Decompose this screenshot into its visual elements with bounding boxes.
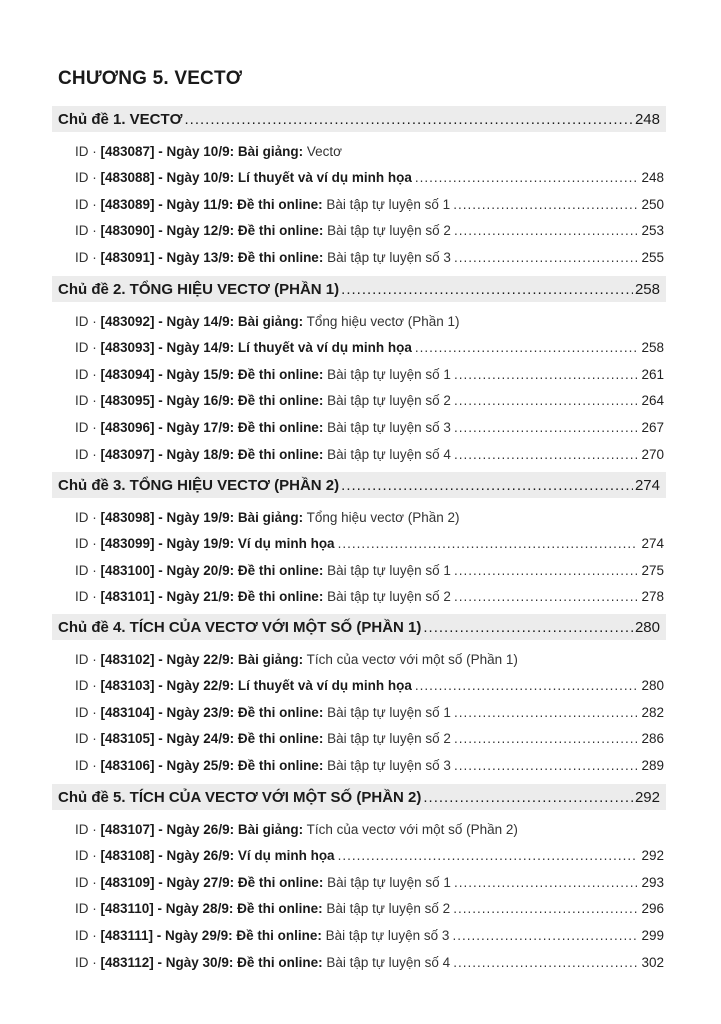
dot-leader: [454, 367, 639, 382]
topic-page-number: 248: [634, 110, 660, 128]
topic-page-number: 258: [634, 280, 660, 298]
lesson-description: Bài tập tự luyện số 2: [323, 589, 451, 605]
dot-leader: [338, 536, 639, 551]
lesson-row[interactable]: [75, 675, 664, 697]
dot-leader: [454, 393, 639, 408]
lesson-description: Bài tập tự luyện số 3: [323, 419, 451, 435]
lesson-description: Bài tập tự luyện số 2: [323, 393, 451, 409]
lesson-description: Tích của vectơ với một số (Phần 1): [303, 651, 518, 667]
lesson-page-number: 258: [641, 340, 664, 356]
topic-heading[interactable]: [52, 784, 666, 810]
topic-page-number: 274: [634, 476, 660, 494]
lesson-text: [75, 144, 342, 159]
lesson-page-number: 292: [641, 848, 664, 864]
dot-leader: [454, 420, 639, 435]
lesson-text: [75, 563, 451, 578]
dot-leader: [453, 901, 638, 916]
lesson-text: [75, 731, 451, 746]
dot-leader: [454, 447, 639, 462]
lesson-row[interactable]: [75, 167, 664, 189]
lesson-page-number: 289: [641, 757, 664, 773]
lesson-text: [75, 848, 335, 863]
lesson-id-prefix: ID ·: [75, 313, 101, 329]
lesson-row[interactable]: [75, 337, 664, 359]
lesson-id-prefix: ID ·: [75, 651, 101, 667]
lesson-row[interactable]: [75, 220, 664, 242]
chapter-title: CHƯƠNG 5. VECTƠ: [58, 68, 243, 89]
dot-leader: [415, 340, 639, 355]
lesson-page-number: 267: [641, 419, 664, 435]
dot-leader: [454, 563, 639, 578]
lesson-id-prefix: ID ·: [75, 901, 101, 917]
lesson-id-prefix: ID ·: [75, 562, 101, 578]
lesson-text: [75, 705, 451, 720]
dot-leader: [415, 170, 639, 185]
lesson-page-number: 248: [641, 170, 664, 186]
topic-title: Chủ đề 3. TỔNG HIỆU VECTƠ (PHẦN 2): [58, 476, 340, 494]
lesson-row[interactable]: [75, 728, 664, 750]
lesson-id-prefix: ID ·: [75, 874, 101, 890]
lesson-id-prefix: ID ·: [75, 954, 101, 970]
lesson-text: [75, 652, 518, 667]
topic-heading[interactable]: [52, 614, 666, 640]
lesson-text: [75, 822, 518, 837]
lesson-row[interactable]: [75, 310, 664, 332]
lesson-id-prefix: ID ·: [75, 419, 101, 435]
lesson-row[interactable]: [75, 140, 664, 162]
lesson-id-prefix: ID ·: [75, 821, 101, 837]
lesson-page-number: 261: [641, 366, 664, 382]
lesson-row[interactable]: [75, 533, 664, 555]
dot-leader: [184, 111, 632, 128]
topic-title: Chủ đề 5. TÍCH CỦA VECTƠ VỚI MỘT SỐ (PHẦN 2): [58, 788, 422, 806]
lesson-code: [483094] - Ngày 15/9: Đề thi online:: [100, 366, 324, 382]
dot-leader: [454, 705, 639, 720]
lesson-description: Bài tập tự luyện số 1: [323, 874, 451, 890]
lesson-description: Bài tập tự luyện số 1: [322, 196, 451, 212]
lesson-description: Bài tập tự luyện số 4: [323, 446, 451, 462]
lesson-code: [483107] - Ngày 26/9: Bài giảng:: [100, 821, 304, 837]
lesson-code: [483099] - Ngày 19/9: Ví dụ minh họa: [100, 536, 335, 552]
lesson-text: [75, 393, 451, 408]
lesson-code: [483103] - Ngày 22/9: Lí thuyết và ví dụ minh họa: [100, 678, 412, 694]
lesson-id-prefix: ID ·: [75, 536, 101, 552]
lesson-id-prefix: ID ·: [75, 196, 101, 212]
lesson-description: Tổng hiệu vectơ (Phần 1): [303, 313, 460, 329]
lesson-id-prefix: ID ·: [75, 927, 101, 943]
lesson-row[interactable]: [75, 193, 664, 215]
lesson-id-prefix: ID ·: [75, 704, 101, 720]
lesson-text: [75, 420, 451, 435]
lesson-id-prefix: ID ·: [75, 446, 101, 462]
lesson-page-number: 274: [641, 536, 664, 552]
lesson-id-prefix: ID ·: [75, 340, 101, 356]
lesson-text: [75, 928, 449, 943]
lesson-code: [483091] - Ngày 13/9: Đề thi online:: [100, 249, 324, 265]
lesson-page-number: 264: [641, 393, 664, 409]
lesson-description: Bài tập tự luyện số 3: [323, 249, 451, 265]
lesson-description: Vectơ: [303, 143, 342, 159]
lesson-id-prefix: ID ·: [75, 170, 101, 186]
dot-leader: [454, 758, 639, 773]
lesson-description: Bài tập tự luyện số 1: [323, 366, 451, 382]
lesson-text: [75, 223, 451, 238]
lesson-code: [483089] - Ngày 11/9: Đề thi online:: [100, 196, 323, 212]
lesson-page-number: 250: [641, 196, 664, 212]
dot-leader: [453, 955, 638, 970]
lesson-id-prefix: ID ·: [75, 731, 101, 747]
dot-leader: [454, 875, 639, 890]
lesson-page-number: 255: [641, 249, 664, 265]
lesson-page-number: 302: [641, 954, 664, 970]
lesson-text: [75, 875, 451, 890]
lesson-row[interactable]: [75, 648, 664, 670]
lesson-code: [483102] - Ngày 22/9: Bài giảng:: [100, 651, 304, 667]
lesson-description: Bài tập tự luyện số 3: [323, 757, 451, 773]
lesson-code: [483101] - Ngày 21/9: Đề thi online:: [100, 589, 324, 605]
lesson-code: [483097] - Ngày 18/9: Đề thi online:: [100, 446, 324, 462]
lesson-text: [75, 536, 335, 551]
lesson-row[interactable]: [75, 898, 664, 920]
lesson-row[interactable]: [75, 390, 664, 412]
lesson-text: [75, 367, 451, 382]
lesson-description: Bài tập tự luyện số 3: [321, 927, 450, 943]
lesson-row[interactable]: [75, 443, 664, 465]
lesson-id-prefix: ID ·: [75, 249, 101, 265]
lesson-page-number: 286: [641, 731, 664, 747]
lesson-code: [483095] - Ngày 16/9: Đề thi online:: [100, 393, 324, 409]
lesson-text: [75, 678, 412, 693]
lesson-description: Bài tập tự luyện số 2: [323, 223, 451, 239]
lesson-text: [75, 955, 450, 970]
lesson-code: [483108] - Ngày 26/9: Ví dụ minh họa: [100, 848, 335, 864]
lesson-id-prefix: ID ·: [75, 143, 101, 159]
lesson-row[interactable]: [75, 363, 664, 385]
topic-page-number: 280: [634, 618, 660, 636]
lesson-row[interactable]: [75, 924, 664, 946]
dot-leader: [338, 848, 639, 863]
lesson-code: [483090] - Ngày 12/9: Đề thi online:: [100, 223, 324, 239]
lesson-text: [75, 901, 450, 916]
lesson-row[interactable]: [75, 586, 664, 608]
lesson-page-number: 278: [641, 589, 664, 605]
lesson-description: Bài tập tự luyện số 1: [323, 704, 451, 720]
lesson-id-prefix: ID ·: [75, 589, 101, 605]
lesson-page-number: 296: [641, 901, 664, 917]
lesson-code: [483096] - Ngày 17/9: Đề thi online:: [100, 419, 324, 435]
lesson-page-number: 293: [641, 874, 664, 890]
lesson-description: Bài tập tự luyện số 2: [322, 901, 451, 917]
lesson-row[interactable]: [75, 246, 664, 268]
topic-title: Chủ đề 4. TÍCH CỦA VECTƠ VỚI MỘT SỐ (PHẦN 1): [58, 618, 422, 636]
lesson-id-prefix: ID ·: [75, 366, 101, 382]
lesson-id-prefix: ID ·: [75, 678, 101, 694]
dot-leader: [415, 678, 639, 693]
lesson-page-number: 275: [641, 562, 664, 578]
lesson-page-number: 299: [641, 927, 664, 943]
dot-leader: [341, 281, 633, 298]
lesson-text: [75, 170, 412, 185]
lesson-code: [483111] - Ngày 29/9: Đề thi online:: [100, 927, 322, 943]
lesson-description: Tổng hiệu vectơ (Phần 2): [303, 509, 460, 525]
dot-leader: [453, 197, 638, 212]
lesson-row[interactable]: [75, 871, 664, 893]
lesson-row[interactable]: [75, 754, 664, 776]
lesson-code: [483110] - Ngày 28/9: Đề thi online:: [100, 901, 323, 917]
dot-leader: [423, 619, 633, 636]
lesson-code: [483100] - Ngày 20/9: Đề thi online:: [100, 562, 324, 578]
lesson-text: [75, 340, 412, 355]
lesson-id-prefix: ID ·: [75, 393, 101, 409]
lesson-id-prefix: ID ·: [75, 848, 101, 864]
lesson-text: [75, 447, 451, 462]
lesson-text: [75, 197, 450, 212]
topic-title: Chủ đề 2. TỔNG HIỆU VECTƠ (PHẦN 1): [58, 280, 340, 298]
topic-page-number: 292: [634, 788, 660, 806]
lesson-code: [483104] - Ngày 23/9: Đề thi online:: [100, 704, 324, 720]
lesson-page-number: 282: [641, 704, 664, 720]
lesson-row[interactable]: [75, 845, 664, 867]
lesson-code: [483092] - Ngày 14/9: Bài giảng:: [100, 313, 304, 329]
lesson-row[interactable]: [75, 506, 664, 528]
dot-leader: [423, 789, 633, 806]
lesson-code: [483093] - Ngày 14/9: Lí thuyết và ví dụ minh họa: [100, 340, 412, 356]
lesson-page-number: 270: [641, 446, 664, 462]
lesson-code: [483106] - Ngày 25/9: Đề thi online:: [100, 757, 324, 773]
lesson-description: Tích của vectơ với một số (Phần 2): [303, 821, 518, 837]
lesson-id-prefix: ID ·: [75, 757, 101, 773]
lesson-page-number: 253: [641, 223, 664, 239]
lesson-id-prefix: ID ·: [75, 223, 101, 239]
lesson-row[interactable]: [75, 818, 664, 840]
topic-title: Chủ đề 1. VECTƠ: [58, 110, 183, 128]
dot-leader: [454, 223, 639, 238]
lesson-row[interactable]: [75, 559, 664, 581]
dot-leader: [341, 477, 633, 494]
lesson-text: [75, 314, 460, 329]
lesson-code: [483105] - Ngày 24/9: Đề thi online:: [100, 731, 324, 747]
lesson-row[interactable]: [75, 416, 664, 438]
lesson-code: [483087] - Ngày 10/9: Bài giảng:: [100, 143, 304, 159]
lesson-code: [483112] - Ngày 30/9: Đề thi online:: [100, 954, 323, 970]
dot-leader: [454, 250, 639, 265]
lesson-code: [483088] - Ngày 10/9: Lí thuyết và ví dụ minh họa: [100, 170, 412, 186]
topic-heading[interactable]: [52, 472, 666, 498]
lesson-row[interactable]: [75, 951, 664, 973]
lesson-description: Bài tập tự luyện số 4: [322, 954, 451, 970]
lesson-code: [483098] - Ngày 19/9: Bài giảng:: [100, 509, 304, 525]
lesson-text: [75, 758, 451, 773]
topic-heading[interactable]: [52, 106, 666, 132]
lesson-id-prefix: ID ·: [75, 509, 101, 525]
lesson-text: [75, 589, 451, 604]
lesson-text: [75, 510, 460, 525]
dot-leader: [454, 731, 639, 746]
lesson-page-number: 280: [641, 678, 664, 694]
dot-leader: [454, 589, 639, 604]
lesson-description: Bài tập tự luyện số 2: [323, 731, 451, 747]
lesson-description: Bài tập tự luyện số 1: [323, 562, 451, 578]
topic-heading[interactable]: [52, 276, 666, 302]
lesson-text: [75, 250, 451, 265]
lesson-code: [483109] - Ngày 27/9: Đề thi online:: [100, 874, 324, 890]
dot-leader: [452, 928, 638, 943]
lesson-row[interactable]: [75, 701, 664, 723]
